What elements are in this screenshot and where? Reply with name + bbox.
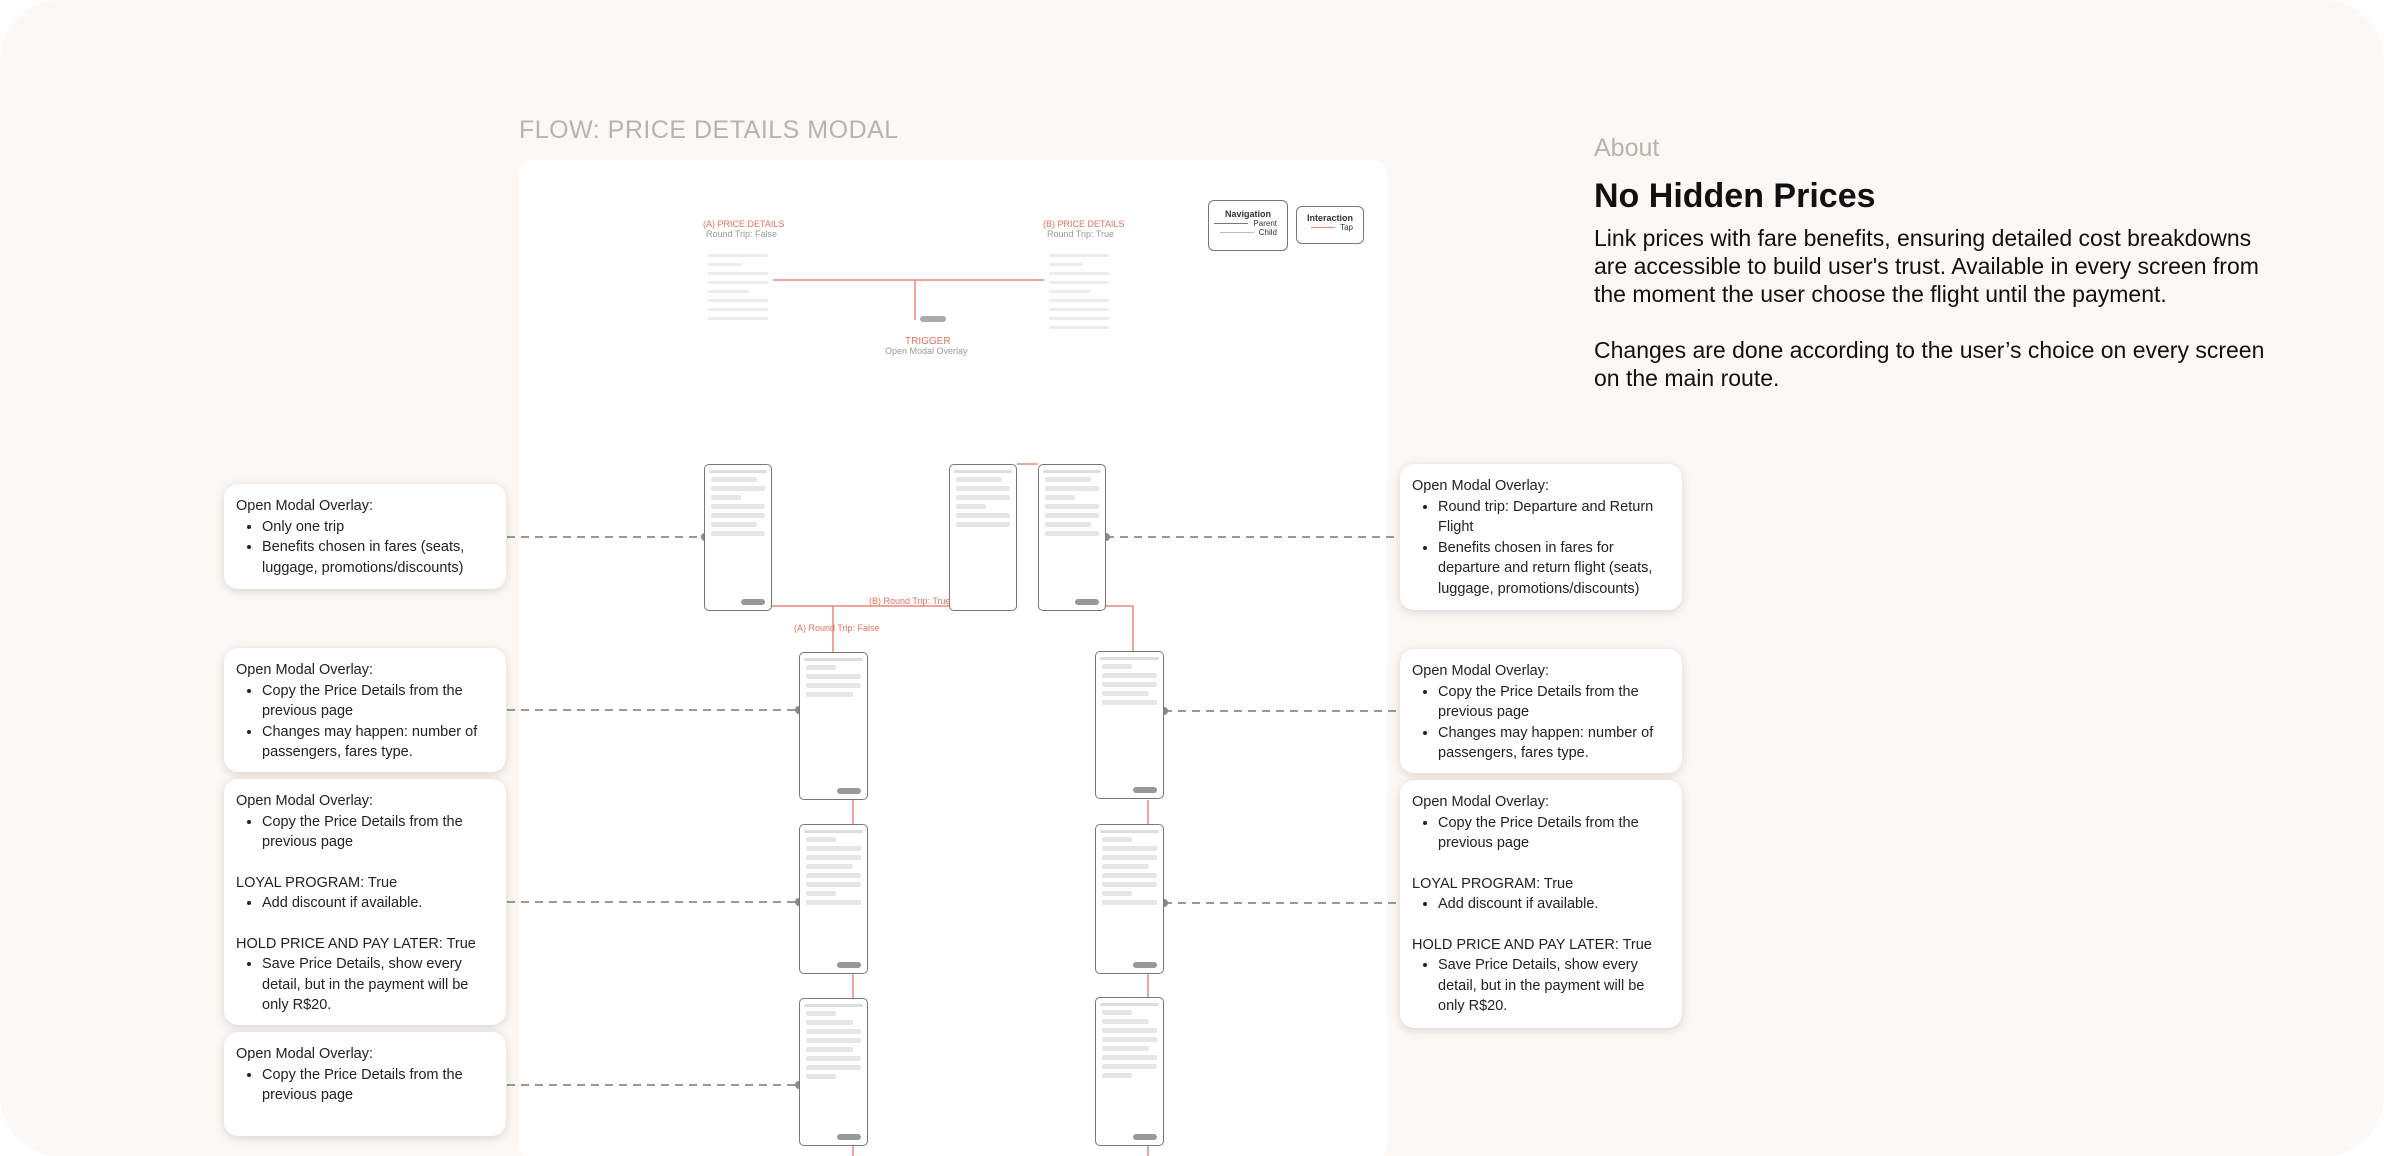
- screen-fare-selection-b: [1095, 651, 1164, 799]
- note-heading: Open Modal Overlay:: [236, 793, 374, 809]
- variant-a-subtitle: Round Trip: False: [706, 229, 778, 239]
- note-bullet: • Add discount if available.: [1438, 894, 1670, 915]
- screen-passengers-a: [799, 824, 868, 974]
- note-bullets: [262, 517, 494, 579]
- about-paragraph-2: Changes are done according to the user’s choice on every screen on the main route.: [1594, 337, 2265, 391]
- navigation-legend: [1208, 200, 1288, 251]
- about-panel: [1594, 134, 2274, 420]
- note-bullets: [262, 681, 494, 763]
- note-bullets: [1438, 682, 1670, 764]
- note-bullets: [1438, 813, 1670, 854]
- trigger-button-thumbnail: [920, 316, 946, 322]
- note-bullet: • Round trip: Departure and Return Flight: [1438, 497, 1670, 538]
- note-right-2: [1400, 649, 1682, 773]
- flow-title: FLOW: PRICE DETAILS MODAL: [519, 116, 899, 144]
- child-legend-label: Child: [1258, 228, 1277, 237]
- note-section-heading: HOLD PRICE AND PAY LATER: True: [236, 935, 476, 952]
- note-bullet: • Benefits chosen in fares (seats, luggage, promotions/discounts): [262, 537, 494, 578]
- note-section-heading: LOYAL PROGRAM: True: [1412, 875, 1574, 892]
- screen-extras-a: [799, 998, 868, 1146]
- about-paragraph-1: Link prices with fare benefits, ensuring detailed cost breakdowns are accessible to build user's trust. Available in every screen from the moment the user choose the flight until the payment.: [1594, 225, 2259, 307]
- variant-a-title: (A) PRICE DETAILS: [703, 219, 785, 229]
- interaction-legend: [1296, 206, 1364, 244]
- about-heading: No Hidden Prices: [1594, 177, 1876, 215]
- note-heading: Open Modal Overlay:: [1412, 478, 1550, 494]
- note-heading: Open Modal Overlay:: [236, 498, 374, 514]
- note-bullet: • Copy the Price Details from the previous page: [262, 681, 494, 722]
- screen-return-selection: [949, 464, 1017, 611]
- note-bullet: • Changes may happen: number of passengers, fares type.: [262, 722, 494, 763]
- trigger-title: TRIGGER: [905, 336, 951, 347]
- note-left-2: [224, 648, 506, 772]
- ghost-screen-b: [1045, 248, 1113, 388]
- screen-flight-selection-a: [704, 464, 772, 611]
- path-b-label: (B) Round Trip: True: [869, 596, 951, 606]
- note-heading: Open Modal Overlay:: [1412, 663, 1550, 679]
- note-section-heading: HOLD PRICE AND PAY LATER: True: [1412, 936, 1652, 953]
- note-bullets: [262, 893, 494, 914]
- note-left-3: [224, 779, 506, 1025]
- note-bullet: • Copy the Price Details from the previous page: [262, 812, 494, 853]
- note-left-4: [224, 1032, 506, 1136]
- note-bullet: • Add discount if available.: [262, 893, 494, 914]
- note-heading: Open Modal Overlay:: [236, 1046, 374, 1062]
- parent-line-sample: [1214, 223, 1248, 224]
- parent-legend-label: Parent: [1253, 219, 1277, 228]
- screen-flight-selection-b: [1038, 464, 1106, 611]
- about-label: About: [1594, 134, 1660, 162]
- note-bullets: [1438, 894, 1670, 915]
- note-right-3: [1400, 780, 1682, 1028]
- note-section-heading: LOYAL PROGRAM: True: [236, 874, 398, 891]
- note-left-1: [224, 484, 506, 589]
- note-right-1: [1400, 464, 1682, 610]
- note-bullet: • Benefits chosen in fares for departure and return flight (seats, luggage, promotions/discounts): [1438, 538, 1670, 600]
- navigation-legend-title: Navigation: [1224, 209, 1271, 219]
- variant-b-title: (B) PRICE DETAILS: [1043, 219, 1125, 229]
- path-a-label: (A) Round Trip: False: [794, 623, 880, 633]
- screen-extras-b: [1095, 997, 1164, 1146]
- note-heading: Open Modal Overlay:: [1412, 794, 1550, 810]
- tap-legend-label: Tap: [1340, 223, 1353, 232]
- note-bullet: • Changes may happen: number of passengers, fares type.: [1438, 723, 1670, 764]
- note-bullet: • Save Price Details, show every detail, but in the payment will be only R$20.: [1438, 955, 1670, 1017]
- note-bullet: • Only one trip: [262, 517, 494, 538]
- note-heading: Open Modal Overlay:: [236, 662, 374, 678]
- note-bullet: • Save Price Details, show every detail, but in the payment will be only R$20.: [262, 954, 494, 1016]
- interaction-legend-title: Interaction: [1306, 213, 1353, 223]
- tap-line-sample: [1311, 227, 1335, 228]
- note-bullet: • Copy the Price Details from the previous page: [1438, 813, 1670, 854]
- ghost-screen-a: [704, 248, 772, 388]
- note-bullets: [262, 812, 494, 853]
- child-line-sample: [1220, 232, 1254, 233]
- note-bullet: • Copy the Price Details from the previous page: [1438, 682, 1670, 723]
- note-bullets: [262, 1065, 494, 1106]
- note-bullet: • Copy the Price Details from the previous page: [262, 1065, 494, 1106]
- trigger-subtitle: Open Modal Overlay: [885, 346, 968, 356]
- flow-board: [519, 160, 1387, 1156]
- note-bullets: [262, 954, 494, 1016]
- variant-b-subtitle: Round Trip: True: [1047, 229, 1115, 239]
- screen-fare-selection-a: [799, 652, 868, 800]
- screen-passengers-b: [1095, 824, 1164, 974]
- note-bullets: [1438, 497, 1670, 600]
- note-bullets: [1438, 955, 1670, 1017]
